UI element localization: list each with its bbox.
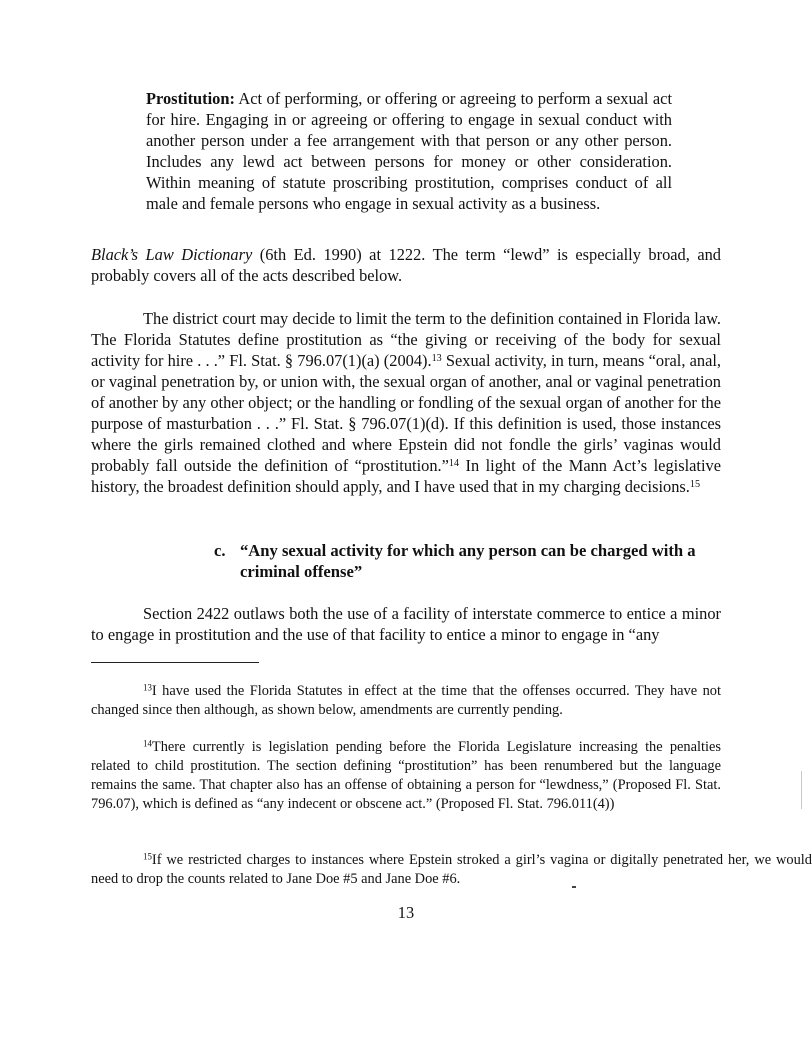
citation-paragraph bbox=[91, 244, 721, 286]
scan-edge-mark bbox=[801, 771, 802, 809]
florida-law-paragraph bbox=[91, 308, 721, 497]
footnote-ref-15: 15 bbox=[689, 478, 701, 490]
section-heading bbox=[214, 540, 722, 582]
section-2422-paragraph bbox=[91, 603, 721, 645]
footnote-ref-14: 14 bbox=[448, 457, 460, 469]
paragraph-text: Section 2422 outlaws both the use of a facility of interstate commerce to entice a minor to engage in prostitution and the use of that facility to entice a minor to engage in “any bbox=[91, 604, 721, 644]
paragraph-text-b: Sexual activity, in turn, means “oral, anal, or vaginal penetration by, or union with, the sexual organ of another, anal or vaginal penetration of another by any other object; or the handling or fondling of the sexual organ of another for the purpose of masturbation . . .” Fl. Stat. § 796.07(1)(d). If this definition is used, those instances where the girls remained clothed and where Epstein did not fondle the girls’ vaginas would probably fall outside the definition of “prostitution.” bbox=[91, 351, 721, 475]
scan-mark bbox=[572, 886, 576, 888]
footnote-number: 14 bbox=[143, 738, 152, 749]
footnote-text: There currently is legislation pending before the Florida Legislature increasing the penalties related to child prostitution. The section defining “prostitution” has been renumbered but the language remains the same. That chapter also has an offense of obtaining a person for “lewdness,” (Proposed Fl. Stat. 796.07), which is defined as “any indecent or obscene act.” (Proposed Fl. Stat. 796.011(4)) bbox=[91, 739, 721, 812]
footnote-13 bbox=[91, 682, 721, 720]
footnote-separator bbox=[91, 662, 259, 663]
footnote-text: If we restricted charges to instances where Epstein stroked a girl’s vagina or digitally penetrated her, we would need to drop the counts related to Jane Doe #5 and Jane Doe #6. bbox=[91, 852, 812, 887]
paragraph-text-c: In light of the Mann Act’s legislative history, the broadest definition should apply, and I have used that in my charging decisions. bbox=[91, 456, 721, 496]
footnote-text: I have used the Florida Statutes in effect at the time that the offenses occurred. They have not changed since then although, as shown below, amendments are currently pending. bbox=[91, 683, 721, 718]
footnote-15 bbox=[91, 851, 812, 889]
footnote-number: 15 bbox=[143, 851, 152, 862]
paragraph-text-a: The district court may decide to limit the term to the definition contained in Florida law. The Florida Statutes define prostitution as “the giving or receiving of the body for sexual activity for hire . . .” Fl. Stat. § 796.07(1)(a) (2004). bbox=[91, 309, 721, 370]
footnote-number: 13 bbox=[143, 682, 152, 693]
footnote-ref-13: 13 bbox=[431, 352, 442, 364]
section-title: “Any sexual activity for which any person can be charged with a criminal offense” bbox=[240, 541, 696, 581]
page-number: 13 bbox=[397, 903, 415, 922]
definition-block-quote bbox=[146, 88, 672, 214]
definition-term: Prostitution: bbox=[146, 89, 235, 108]
definition-text: Act of performing, or offering or agreeing to perform a sexual act for hire. Engaging in or agreeing or offering to engage in sexual conduct with another person under a fee arrangement with that person or any other person. Includes any lewd act between persons for money or other consideration. Within meaning of statute proscribing prostitution, comprises conduct of all male and female persons who engage in sexual activity as a business. bbox=[146, 89, 672, 213]
footnote-14 bbox=[91, 738, 721, 814]
section-letter: c. bbox=[214, 541, 226, 560]
citation-source: Black’s Law Dictionary bbox=[91, 245, 253, 264]
citation-text: (6th Ed. 1990) at 1222. The term “lewd” is especially broad, and probably covers all of the acts described below. bbox=[91, 245, 721, 285]
